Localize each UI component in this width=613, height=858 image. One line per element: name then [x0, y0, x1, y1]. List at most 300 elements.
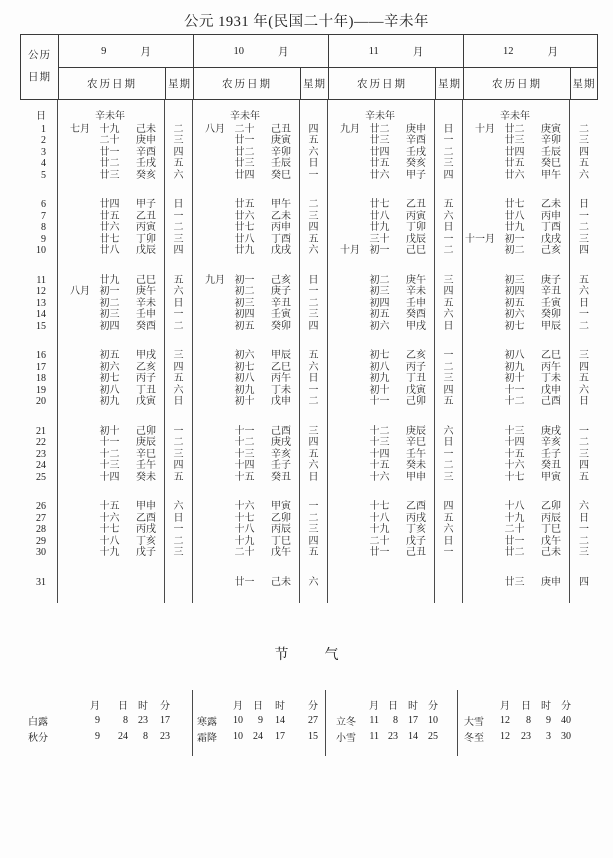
- month-group-10: [194, 35, 329, 99]
- spacer-cell: [165, 333, 193, 351]
- weekday-value: 五: [165, 159, 193, 171]
- lunar-day: 十五: [504, 448, 525, 460]
- spacer-cell: [435, 589, 463, 603]
- lunar-day: 初八: [369, 361, 390, 373]
- ganzhi-day: 庚午: [406, 274, 426, 286]
- lunar-day: 初三: [504, 274, 525, 286]
- calendar-row: [20, 374, 598, 386]
- calendar-row: [20, 536, 598, 548]
- lunar-day: 十二: [99, 448, 120, 460]
- lunar-day: 廿一: [369, 547, 390, 559]
- gregorian-day: 13: [20, 298, 58, 310]
- solar-terms-col-header: 月: [233, 700, 243, 712]
- solar-term-value: 23: [138, 714, 148, 726]
- ganzhi-day: 戊子: [406, 535, 426, 547]
- lunar-cell: [463, 246, 570, 258]
- lunar-cell: [58, 525, 165, 537]
- ganzhi-day: 己卯: [406, 396, 426, 408]
- solar-term-value: 14: [275, 714, 285, 726]
- spacer-cell: [193, 484, 300, 502]
- solar-term-value: 23: [388, 730, 398, 742]
- ganzhi-day: 丁卯: [406, 222, 426, 234]
- weekday-value: 一: [435, 234, 463, 246]
- spacer-cell: [570, 408, 598, 426]
- lunar-cell: [463, 200, 570, 212]
- row-spacer: [20, 589, 598, 603]
- lunar-day: 廿七: [99, 233, 120, 245]
- weekday-value: 四: [579, 146, 589, 158]
- lunar-cell: [328, 385, 435, 397]
- solar-term-group: [325, 690, 457, 756]
- ganzhi-day: 己卯: [136, 425, 156, 437]
- weekday-header: 星期: [572, 79, 596, 90]
- calendar-row: [20, 502, 598, 514]
- weekday-value: 四: [435, 385, 463, 397]
- spacer-cell: [435, 257, 463, 275]
- weekday-value: 四: [300, 124, 328, 136]
- gregorian-day: 19: [20, 385, 58, 397]
- lunar-day: 廿九: [99, 274, 120, 286]
- lunar-month-label: 八月: [205, 123, 225, 135]
- spacer-cell: [193, 182, 300, 200]
- lunar-cell: [193, 536, 300, 548]
- lunar-cell: [328, 298, 435, 310]
- lunar-day: 十三: [369, 437, 390, 449]
- lunar-cell: [193, 234, 300, 246]
- lunar-cell: [58, 124, 165, 136]
- spacer-cell: [328, 408, 435, 426]
- ganzhi-day: 丙戌: [136, 524, 156, 536]
- spacer-cell: [300, 484, 328, 502]
- lunar-cell: [193, 472, 300, 484]
- ganzhi-day: 癸卯: [271, 320, 291, 332]
- weekday-value: 三: [165, 234, 193, 246]
- month-suffix: 月: [412, 46, 424, 58]
- solar-term-row: [464, 712, 598, 728]
- spacer-cell: [435, 559, 463, 577]
- spacer-cell: [58, 408, 165, 426]
- calendar-row: [20, 124, 598, 136]
- lunar-cell: [193, 426, 300, 438]
- weekday-value: 日: [300, 275, 328, 287]
- solar-term-value: 17: [275, 730, 285, 742]
- weekday-value: 日: [165, 513, 193, 525]
- month-suffix: 月: [547, 46, 558, 58]
- lunar-cell: [193, 351, 300, 363]
- lunar-cell: [58, 426, 165, 438]
- weekday-value: 三: [300, 525, 328, 537]
- ganzhi-day: 辛酉: [136, 146, 156, 158]
- ganzhi-day: 壬子: [271, 460, 291, 472]
- ganzhi-day: 壬午: [136, 460, 156, 472]
- ganzhi-day: 己酉: [541, 396, 561, 408]
- row-spacer: [20, 484, 598, 502]
- month-number: 12: [503, 45, 514, 57]
- ganzhi-day: 庚寅: [541, 123, 561, 135]
- weekday-value: 二: [579, 320, 589, 332]
- gregorian-day: 17: [20, 362, 58, 374]
- ganzhi-day: 丁酉: [541, 222, 561, 234]
- solar-term-value: 9: [95, 730, 100, 742]
- lunar-cell: [463, 513, 570, 525]
- spacer-cell: [300, 333, 328, 351]
- lunar-day: 十六: [504, 460, 525, 472]
- lunar-cell: [58, 502, 165, 514]
- gregorian-day: 26: [20, 502, 58, 514]
- weekday-value: 一: [165, 426, 193, 438]
- lunar-day: 初九: [234, 384, 255, 396]
- ganzhi-day: 戊申: [271, 396, 291, 408]
- lunar-day: 廿四: [504, 146, 525, 158]
- lunar-day: 二十: [504, 524, 525, 536]
- lunar-cell: [58, 147, 165, 159]
- lunar-cell: [193, 100, 300, 124]
- lunar-day: 廿一: [99, 146, 120, 158]
- weekday-value: 二: [579, 123, 589, 135]
- ganzhi-day: 戊午: [271, 547, 291, 559]
- gregorian-day: 14: [20, 310, 58, 322]
- weekday-value: 六: [165, 502, 193, 514]
- solar-terms-title: [0, 644, 613, 664]
- ganzhi-day: 辛未: [406, 286, 426, 298]
- weekday-value: 日: [579, 396, 589, 408]
- lunar-day: 十七: [369, 501, 390, 513]
- solar-terms-col-header: 月: [369, 700, 379, 712]
- gregorian-day: 4: [20, 159, 58, 171]
- solar-term-value: 12: [500, 730, 510, 742]
- lunar-day: 初四: [369, 297, 390, 309]
- solar-term-value: 40: [561, 714, 571, 726]
- lunar-day: 廿六: [234, 210, 255, 222]
- weekday-value: 六: [579, 501, 589, 513]
- weekday-value: 二: [165, 124, 193, 136]
- solar-term-value: 23: [521, 730, 531, 742]
- lunar-day: 初四: [504, 286, 525, 298]
- weekday-value: 五: [579, 158, 589, 170]
- weekday-value: 六: [300, 147, 328, 159]
- lunar-cell: [328, 461, 435, 473]
- ganzhi-day: 庚午: [136, 286, 156, 298]
- lunar-day: 初一: [369, 245, 390, 257]
- ganzhi-day: 辛丑: [271, 297, 291, 309]
- solar-terms-header-row: [464, 696, 598, 712]
- spacer-cell: [58, 484, 165, 502]
- month-subheader: [194, 68, 328, 99]
- gregorian-day: 20: [20, 397, 58, 409]
- weekday-header: 星期: [438, 79, 461, 90]
- weekday-value: 日: [579, 512, 589, 524]
- lunar-cell: [328, 100, 435, 124]
- weekday-value: 四: [300, 223, 328, 235]
- spacer-cell: [165, 559, 193, 577]
- lunar-day: 十八: [504, 501, 525, 513]
- lunar-day: 廿一: [504, 535, 525, 547]
- month-title: [464, 35, 597, 68]
- ganzhi-day: 戊午: [541, 535, 561, 547]
- lunar-day: 十九: [369, 524, 390, 536]
- row-spacer: [20, 408, 598, 426]
- weekday-value: 一: [300, 170, 328, 182]
- weekday-value: 四: [435, 502, 463, 514]
- lunar-day: 二十: [234, 547, 255, 559]
- lunar-day: 廿七: [504, 199, 525, 211]
- ganzhi-day: 辛酉: [406, 135, 426, 147]
- lunar-cell: [463, 147, 570, 159]
- weekday-value: 日: [300, 159, 328, 171]
- spacer-cell: [463, 257, 570, 275]
- weekday-value: 一: [300, 502, 328, 514]
- row-spacer: [20, 559, 598, 577]
- calendar-row: [20, 577, 598, 589]
- spacer-cell: [463, 182, 570, 200]
- spacer-cell: [20, 257, 58, 275]
- weekday-value: 六: [165, 287, 193, 299]
- weekday-value: 二: [579, 535, 589, 547]
- ganzhi-day: 甲申: [406, 471, 426, 483]
- row-spacer: [20, 257, 598, 275]
- weekday-value: 五: [165, 472, 193, 484]
- lunar-cell: [58, 100, 165, 124]
- ganzhi-day: 癸亥: [406, 158, 426, 170]
- lunar-year-label: 辛未年: [95, 111, 125, 122]
- lunar-cell: [328, 513, 435, 525]
- ganzhi-day: 癸丑: [541, 460, 561, 472]
- weekday-value: 三: [300, 426, 328, 438]
- lunar-day: 廿三: [504, 135, 525, 147]
- lunar-cell: [328, 374, 435, 386]
- lunar-cell: [193, 374, 300, 386]
- lunar-year-label: 辛未年: [500, 111, 530, 122]
- weekday-value: 一: [165, 310, 193, 322]
- page-title: 公元 1931 年(民国二十年)——辛未年: [184, 14, 429, 30]
- ganzhi-day: 丙辰: [271, 524, 291, 536]
- weekday-value: 一: [435, 449, 463, 461]
- lunar-day: 初七: [504, 320, 525, 332]
- weekday-value: 三: [300, 211, 328, 223]
- lunar-cell: [463, 426, 570, 438]
- lunar-cell: [58, 211, 165, 223]
- ganzhi-day: 庚申: [136, 135, 156, 147]
- solar-terms-header-row: [197, 696, 325, 712]
- lunar-day: 廿三: [234, 158, 255, 170]
- lunar-day: 十七: [234, 512, 255, 524]
- lunar-cell: [463, 525, 570, 537]
- month-subheader: [59, 68, 193, 99]
- solar-terms-col-header: 分: [308, 700, 318, 712]
- solar-terms-col-header: 时: [408, 700, 418, 712]
- lunar-date-header: 农历日期: [329, 68, 436, 99]
- weekday-value: 四: [165, 362, 193, 374]
- weekday-value: 三: [579, 448, 589, 460]
- ganzhi-day: 甲申: [136, 501, 156, 513]
- weekday-value: 日: [165, 200, 193, 212]
- calendar-header: [20, 34, 598, 100]
- spacer-cell: [20, 182, 58, 200]
- lunar-day: 十四: [234, 460, 255, 472]
- ganzhi-day: 丙寅: [406, 210, 426, 222]
- lunar-cell: [463, 100, 570, 124]
- ganzhi-day: 庚申: [541, 576, 561, 588]
- lunar-day: 廿七: [369, 199, 390, 211]
- ganzhi-day: 甲午: [271, 199, 291, 211]
- lunar-cell: [328, 525, 435, 537]
- month-suffix: 月: [140, 46, 151, 58]
- ganzhi-day: 庚戌: [541, 425, 561, 437]
- solar-term-row: [197, 712, 325, 728]
- month-subheader: [329, 68, 463, 99]
- lunar-cell: [193, 136, 300, 148]
- lunar-date-header: 农历日期: [194, 68, 301, 99]
- lunar-cell: [193, 287, 300, 299]
- weekday-value: 六: [579, 169, 589, 181]
- weekday-value: 五: [300, 351, 328, 363]
- lunar-cell: [193, 577, 300, 589]
- weekday-value: 三: [435, 275, 463, 287]
- solar-term-value: 17: [160, 714, 170, 726]
- solar-terms-col-header: 月: [90, 700, 100, 712]
- lunar-day: 十八: [369, 512, 390, 524]
- weekday-value: 二: [435, 362, 463, 374]
- lunar-day: 十六: [369, 471, 390, 483]
- lunar-cell: [328, 310, 435, 322]
- month-number: 11: [368, 45, 379, 57]
- solar-term-value: 27: [308, 714, 318, 726]
- lunar-month-label: 九月: [205, 274, 225, 286]
- ganzhi-day: 丙寅: [136, 222, 156, 234]
- lunar-month-label: 十月: [475, 123, 495, 135]
- ganzhi-day: 己未: [541, 547, 561, 559]
- weekday-value: 五: [165, 275, 193, 287]
- spacer-cell: [570, 559, 598, 577]
- solar-term-value: 9: [95, 714, 100, 726]
- weekday-value: [435, 577, 463, 589]
- gregorian-day: 23: [20, 449, 58, 461]
- lunar-date-header: 农历日期: [464, 68, 571, 99]
- lunar-day: 廿五: [369, 158, 390, 170]
- lunar-cell: [58, 275, 165, 287]
- lunar-day: 十三: [99, 460, 120, 472]
- row-spacer: [20, 333, 598, 351]
- solar-term-value: 3: [546, 730, 551, 742]
- lunar-cell: [463, 351, 570, 363]
- solar-terms-title-char: 气: [324, 648, 339, 663]
- solar-term-row: [28, 712, 192, 728]
- lunar-cell: [463, 136, 570, 148]
- ganzhi-day: 壬戌: [406, 146, 426, 158]
- ganzhi-day: 癸亥: [136, 169, 156, 181]
- solar-term-value: 10: [428, 714, 438, 726]
- lunar-day: 初五: [369, 309, 390, 321]
- lunar-day: 十四: [369, 448, 390, 460]
- spacer-cell: [193, 559, 300, 577]
- lunar-day: 十六: [234, 501, 255, 513]
- ganzhi-day: 壬午: [406, 448, 426, 460]
- spacer-cell: [165, 182, 193, 200]
- spacer-cell: [463, 484, 570, 502]
- weekday-value: 一: [435, 548, 463, 560]
- weekday-value: 三: [435, 472, 463, 484]
- lunar-day: 廿五: [99, 210, 120, 222]
- calendar-row: [20, 472, 598, 484]
- gregorian-day: 18: [20, 374, 58, 386]
- weekday-header: 星期: [168, 79, 191, 90]
- lunar-cell: [463, 223, 570, 235]
- lunar-cell: [328, 438, 435, 450]
- ganzhi-day: 乙酉: [406, 501, 426, 513]
- ganzhi-day: 甲子: [406, 169, 426, 181]
- calendar-row: [20, 438, 598, 450]
- solar-term-value: 8: [143, 730, 148, 742]
- spacer-cell: [300, 559, 328, 577]
- lunar-cell: [58, 246, 165, 258]
- weekday-value: 五: [579, 373, 589, 385]
- spacer-cell: [58, 333, 165, 351]
- lunar-cell: [463, 461, 570, 473]
- month-title: [59, 35, 193, 68]
- lunar-day: 初九: [99, 396, 120, 408]
- lunar-day: 廿六: [99, 222, 120, 234]
- solar-term-row: [464, 728, 598, 744]
- solar-term-name: 霜降: [197, 732, 217, 744]
- calendar-row: [20, 548, 598, 560]
- lunar-cell: [328, 147, 435, 159]
- weekday-value: 二: [435, 246, 463, 258]
- ganzhi-day: 乙丑: [406, 199, 426, 211]
- gregorian-day: 28: [20, 525, 58, 537]
- solar-term-row: [28, 728, 192, 744]
- weekday-value: 三: [579, 233, 589, 245]
- lunar-cell: [463, 385, 570, 397]
- lunar-cell: [193, 124, 300, 136]
- ganzhi-day: 丙戌: [406, 512, 426, 524]
- spacer-cell: [165, 408, 193, 426]
- gregorian-day: 12: [20, 287, 58, 299]
- ganzhi-day: 丁巳: [541, 524, 561, 536]
- ganzhi-day: 辛未: [136, 297, 156, 309]
- ganzhi-day: 乙亥: [136, 361, 156, 373]
- ganzhi-day: 己丑: [271, 123, 291, 135]
- lunar-cell: [58, 159, 165, 171]
- lunar-day: 十一: [99, 437, 120, 449]
- weekday-value: 四: [579, 361, 589, 373]
- ganzhi-day: 辛卯: [541, 135, 561, 147]
- ganzhi-day: 庚申: [406, 123, 426, 135]
- weekday-value: 四: [579, 576, 589, 588]
- gregorian-day: 1: [20, 124, 58, 136]
- lunar-day: 初四: [99, 320, 120, 332]
- ganzhi-day: 癸巳: [541, 158, 561, 170]
- lunar-cell: [463, 502, 570, 514]
- ganzhi-day: 己丑: [406, 547, 426, 559]
- ganzhi-day: 壬辰: [541, 146, 561, 158]
- spacer-cell: [165, 589, 193, 603]
- weekday-value: 二: [165, 223, 193, 235]
- lunar-day: 初八: [234, 373, 255, 385]
- calendar-row: [20, 461, 598, 473]
- lunar-cell: [193, 159, 300, 171]
- lunar-cell: [58, 461, 165, 473]
- weekday-value: 日: [435, 536, 463, 548]
- solar-term-value: 24: [118, 730, 128, 742]
- lunar-cell: [463, 397, 570, 409]
- lunar-year-label: 辛未年: [365, 111, 395, 122]
- ganzhi-day: 辛亥: [271, 448, 291, 460]
- lunar-month-label: 九月: [340, 123, 360, 135]
- spacer-cell: [58, 182, 165, 200]
- spacer-cell: [328, 559, 435, 577]
- lunar-day: 初一: [234, 274, 255, 286]
- solar-term-name: 秋分: [28, 732, 48, 744]
